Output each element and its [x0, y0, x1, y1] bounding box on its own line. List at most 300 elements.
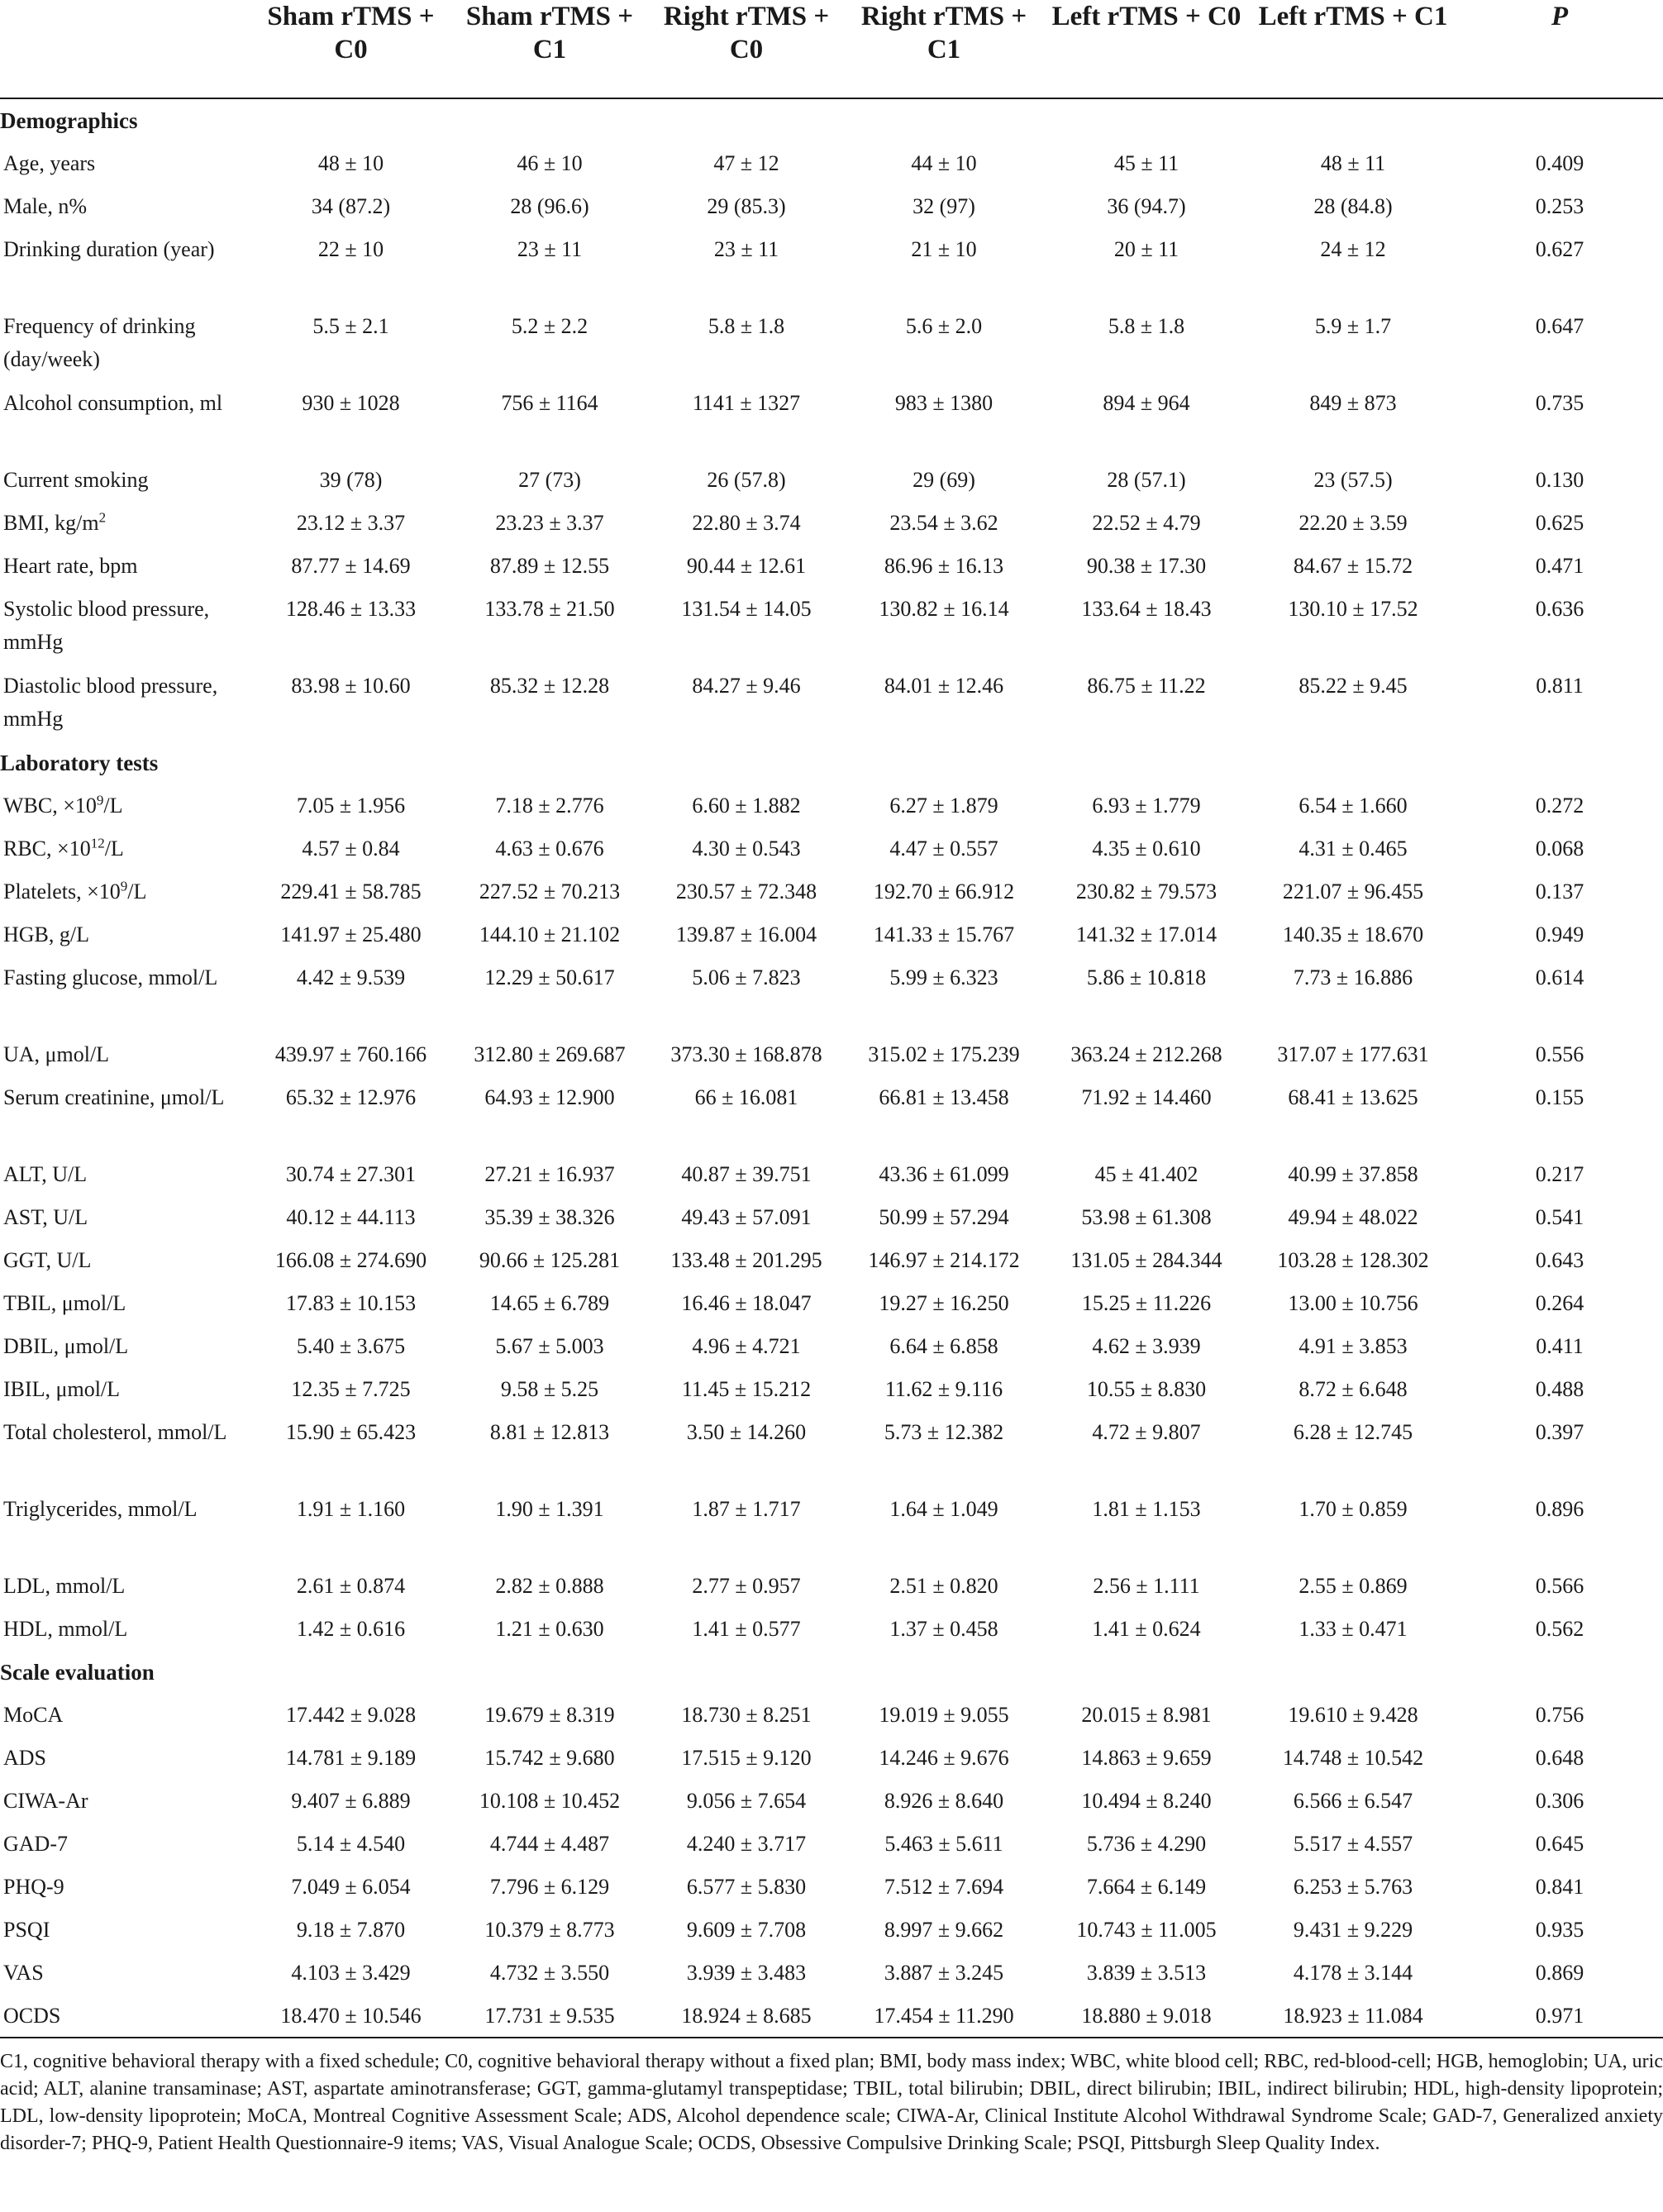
header-right-c0: Right rTMS + C0	[648, 0, 845, 98]
table-row	[0, 1608, 1663, 1651]
value-cell: 3.939 ± 3.483	[686, 1961, 807, 1985]
value-cell: 5.06 ± 7.823	[692, 965, 801, 989]
row-label	[0, 784, 250, 827]
row-label	[0, 1780, 250, 1823]
value-cell: 3.50 ± 14.260	[686, 1420, 807, 1444]
value-cell: 6.566 ± 6.547	[1293, 1789, 1413, 1813]
value-cell: 17.442 ± 9.028	[285, 1703, 417, 1727]
table-row	[0, 1076, 1663, 1153]
value-cell: 36 (94.7)	[1107, 194, 1186, 218]
table-row	[0, 956, 1663, 1033]
value-cell: 1.90 ± 1.391	[495, 1497, 604, 1521]
p-value-cell: 0.841	[1535, 1875, 1584, 1899]
value-cell: 192.70 ± 66.912	[873, 880, 1015, 903]
value-cell: 3.839 ± 3.513	[1086, 1961, 1207, 1985]
row-label-text: BMI, kg/m	[3, 511, 99, 535]
p-value-cell: 0.636	[1535, 597, 1584, 621]
value-cell: 18.880 ± 9.018	[1043, 1995, 1250, 2038]
value-cell: 32 (97)	[913, 194, 975, 218]
value-cell: 9.609 ± 7.708	[686, 1918, 807, 1942]
value-cell: 4.30 ± 0.543	[692, 837, 801, 860]
p-value-cell: 0.735	[1535, 391, 1584, 415]
p-value-cell: 0.471	[1535, 554, 1584, 578]
value-cell: 1.81 ± 1.153	[1092, 1497, 1201, 1521]
value-cell: 1.33 ± 0.471	[1298, 1617, 1408, 1641]
value-cell: 20 ± 11	[1113, 237, 1179, 261]
table-row	[0, 1239, 1663, 1282]
value-cell: 49.43 ± 57.091	[681, 1205, 812, 1229]
row-label-text: Total cholesterol, mmol/L	[3, 1420, 227, 1444]
value-cell: 11.62 ± 9.116	[884, 1377, 1003, 1401]
value-cell: 43.36 ± 61.099	[879, 1162, 1009, 1186]
row-label-text: Frequency of drinking (day/week)	[3, 314, 196, 371]
value-cell: 315.02 ± 175.239	[868, 1042, 1020, 1066]
value-cell: 229.41 ± 58.785	[280, 880, 422, 903]
value-cell: 1.64 ± 1.049	[889, 1497, 998, 1521]
value-cell: 14.246 ± 9.676	[879, 1746, 1009, 1770]
value-cell: 35.39 ± 38.326	[484, 1205, 615, 1229]
value-cell: 40.99 ± 37.858	[1288, 1162, 1418, 1186]
value-cell: 10.55 ± 8.830	[1086, 1377, 1207, 1401]
header-p-value: P	[1456, 0, 1663, 98]
row-label-text: Male, n%	[3, 194, 88, 218]
value-cell: 7.512 ± 7.694	[884, 1875, 1004, 1899]
value-cell: 2.82 ± 0.888	[495, 1574, 604, 1598]
p-value-cell: 0.896	[1535, 1497, 1584, 1521]
value-cell: 5.40 ± 3.675	[296, 1334, 406, 1358]
value-cell: 23 (57.5)	[1313, 468, 1393, 492]
value-cell: 20.015 ± 8.981	[1081, 1703, 1212, 1727]
value-cell: 130.10 ± 17.52	[1288, 597, 1418, 621]
value-cell: 85.22 ± 9.45	[1298, 674, 1408, 698]
row-label-text: Diastolic blood pressure, mmHg	[3, 674, 218, 731]
value-cell: 87.77 ± 14.69	[291, 554, 411, 578]
section-title: Laboratory tests	[0, 751, 159, 775]
value-cell: 87.89 ± 12.55	[489, 554, 610, 578]
p-value-cell: 0.625	[1535, 511, 1584, 535]
row-label-text: AST, U/L	[3, 1205, 88, 1229]
value-cell: 373.30 ± 168.878	[670, 1042, 822, 1066]
row-label	[0, 827, 250, 870]
row-label	[0, 502, 250, 545]
value-cell: 2.55 ± 0.869	[1298, 1574, 1408, 1598]
value-cell: 11.45 ± 15.212	[681, 1377, 812, 1401]
value-cell: 131.05 ± 284.344	[1070, 1248, 1222, 1272]
table-row	[0, 1282, 1663, 1325]
value-cell: 4.62 ± 3.939	[1092, 1334, 1201, 1358]
table-row	[0, 1368, 1663, 1411]
value-cell: 13.00 ± 10.756	[1288, 1291, 1418, 1315]
value-cell: 40.12 ± 44.113	[286, 1205, 416, 1229]
row-label-text: IBIL, μmol/L	[3, 1377, 121, 1401]
row-label	[0, 1153, 250, 1196]
row-label	[0, 228, 250, 305]
row-label	[0, 185, 250, 228]
header-sham-c1: Sham rTMS + C1	[451, 0, 648, 98]
value-cell: 5.8 ± 1.8	[708, 314, 785, 338]
value-cell: 3.887 ± 3.245	[884, 1961, 1004, 1985]
row-label-text: ADS	[3, 1746, 47, 1770]
value-cell: 48 ± 11	[1320, 151, 1386, 175]
row-label	[0, 665, 250, 741]
value-cell: 84.67 ± 15.72	[1293, 554, 1413, 578]
value-cell: 90.44 ± 12.61	[686, 554, 807, 578]
p-value-cell: 0.068	[1535, 837, 1584, 860]
p-value-cell: 0.411	[1536, 1334, 1584, 1358]
value-cell: 139.87 ± 16.004	[675, 922, 817, 946]
value-cell: 4.47 ± 0.557	[889, 837, 998, 860]
row-label-text: Current smoking	[3, 468, 149, 492]
value-cell: 8.997 ± 9.662	[884, 1918, 1004, 1942]
value-cell: 141.32 ± 17.014	[1075, 922, 1217, 946]
table-row	[0, 1909, 1663, 1952]
row-label	[0, 1565, 250, 1608]
section-header-row	[0, 741, 1663, 784]
value-cell: 7.05 ± 1.956	[296, 794, 406, 818]
value-cell: 29 (69)	[913, 468, 975, 492]
value-cell: 50.99 ± 57.294	[879, 1205, 1009, 1229]
value-cell: 141.33 ± 15.767	[873, 922, 1015, 946]
value-cell: 12.29 ± 50.617	[484, 965, 615, 989]
value-cell: 133.48 ± 201.295	[670, 1248, 822, 1272]
value-cell: 4.240 ± 3.717	[686, 1832, 807, 1856]
value-cell: 12.35 ± 7.725	[291, 1377, 411, 1401]
value-cell: 130.82 ± 16.14	[879, 597, 1009, 621]
table-row	[0, 1866, 1663, 1909]
value-cell: 84.27 ± 9.46	[692, 674, 801, 698]
row-label	[0, 1368, 250, 1411]
row-label-superscript: 9	[120, 878, 128, 894]
value-cell: 8.72 ± 6.648	[1298, 1377, 1408, 1401]
row-label	[0, 1282, 250, 1325]
p-value-cell: 0.130	[1535, 468, 1584, 492]
table-row	[0, 1780, 1663, 1823]
p-value-cell: 0.811	[1536, 674, 1584, 698]
header-row	[0, 0, 1663, 98]
value-cell: 10.494 ± 8.240	[1081, 1789, 1212, 1813]
value-cell: 7.796 ± 6.129	[489, 1875, 610, 1899]
value-cell: 4.178 ± 3.144	[1293, 1961, 1413, 1985]
value-cell: 2.61 ± 0.874	[296, 1574, 406, 1598]
value-cell: 18.924 ± 8.685	[648, 1995, 845, 2038]
value-cell: 2.56 ± 1.111	[1093, 1574, 1200, 1598]
value-cell: 1.37 ± 0.458	[889, 1617, 998, 1641]
row-label-text: GGT, U/L	[3, 1248, 92, 1272]
value-cell: 45 ± 41.402	[1094, 1162, 1198, 1186]
value-cell: 1.91 ± 1.160	[296, 1497, 406, 1521]
header-right-c1: Right rTMS + C1	[845, 0, 1043, 98]
value-cell: 230.57 ± 72.348	[675, 880, 817, 903]
row-label	[0, 459, 250, 502]
row-label-suffix: /L	[127, 880, 147, 903]
value-cell: 10.743 ± 11.005	[1076, 1918, 1217, 1942]
value-cell: 140.35 ± 18.670	[1282, 922, 1424, 946]
table-footnote: C1, cognitive behavioral therapy with a fixed schedule; C0, cognitive behavioral therapy without a fixed plan; BMI, body mass index; WBC, white blood cell; RBC, red-blood-cell; HGB, hemoglobin; UA, uric acid; ALT, alanine transaminase; AST, aspartate aminotransferase; GGT, gamma-glutamyl transpeptidase; TBIL, total bilirubin; DBIL, direct bilirubin; IBIL, indirect bilirubin; HDL, high-density lipoprotein; LDL, low-density lipoprotein; MoCA, Montreal Cognitive Assessment Scale; ADS, Alcohol dependence scale; CIWA-Ar, Clinical Institute Alcohol Withdrawal Syndrome Scale; GAD-7, Generalized anxiety disorder-7; PHQ-9, Patient Health Questionnaire-9 items; VAS, Visual Analogue Scale; OCDS, Obsessive Compulsive Drinking Scale; PSQI, Pittsburgh Sleep Quality Index.	[0, 2051, 1663, 2154]
value-cell: 5.99 ± 6.323	[889, 965, 998, 989]
row-label-text: UA, μmol/L	[3, 1042, 110, 1066]
value-cell: 48 ± 10	[317, 151, 384, 175]
value-cell: 84.01 ± 12.46	[884, 674, 1004, 698]
value-cell: 230.82 ± 79.573	[1075, 880, 1217, 903]
value-cell: 27.21 ± 16.937	[484, 1162, 615, 1186]
value-cell: 21 ± 10	[911, 237, 977, 261]
table-body	[0, 98, 1663, 2038]
value-cell: 1.42 ± 0.616	[296, 1617, 406, 1641]
p-value-cell: 0.562	[1535, 1617, 1584, 1641]
row-label-text: Platelets, ×10	[3, 880, 121, 903]
p-value-cell: 0.971	[1456, 1995, 1663, 2038]
section-title: Scale evaluation	[0, 1660, 155, 1685]
value-cell: 849 ± 873	[1309, 391, 1397, 415]
table-row	[0, 1153, 1663, 1196]
value-cell: 85.32 ± 12.28	[489, 674, 610, 698]
table-row	[0, 1325, 1663, 1368]
table-row	[0, 305, 1663, 382]
table-row	[0, 1565, 1663, 1608]
p-value-cell: 0.264	[1535, 1291, 1584, 1315]
value-cell: 2.51 ± 0.820	[889, 1574, 998, 1598]
value-cell: 22.80 ± 3.74	[692, 511, 801, 535]
value-cell: 133.64 ± 18.43	[1081, 597, 1212, 621]
value-cell: 83.98 ± 10.60	[291, 674, 411, 698]
table-row	[0, 228, 1663, 305]
p-value-cell: 0.306	[1535, 1789, 1584, 1813]
value-cell: 4.103 ± 3.429	[291, 1961, 411, 1985]
p-value-cell: 0.869	[1535, 1961, 1584, 1985]
value-cell: 23 ± 11	[713, 237, 779, 261]
value-cell: 49.94 ± 48.022	[1288, 1205, 1418, 1229]
value-cell: 23.54 ± 3.62	[889, 511, 998, 535]
table-row	[0, 459, 1663, 502]
value-cell: 14.863 ± 9.659	[1081, 1746, 1212, 1770]
value-cell: 6.27 ± 1.879	[889, 794, 998, 818]
row-label-text: TBIL, μmol/L	[3, 1291, 126, 1315]
value-cell: 4.96 ± 4.721	[692, 1334, 801, 1358]
value-cell: 133.78 ± 21.50	[484, 597, 615, 621]
table-row	[0, 1488, 1663, 1565]
value-cell: 144.10 ± 21.102	[479, 922, 621, 946]
p-value-cell: 0.137	[1535, 880, 1584, 903]
value-cell: 5.8 ± 1.8	[1108, 314, 1185, 338]
value-cell: 6.577 ± 5.830	[686, 1875, 807, 1899]
value-cell: 983 ± 1380	[894, 391, 994, 415]
value-cell: 26 (57.8)	[707, 468, 786, 492]
value-cell: 4.91 ± 3.853	[1298, 1334, 1408, 1358]
p-value-cell: 0.643	[1535, 1248, 1584, 1272]
row-label	[0, 142, 250, 185]
table-row	[0, 1694, 1663, 1737]
row-label	[0, 1909, 250, 1952]
value-cell: 4.63 ± 0.676	[495, 837, 604, 860]
value-cell: 15.90 ± 65.423	[285, 1420, 417, 1444]
value-cell: 15.742 ± 9.680	[484, 1746, 615, 1770]
value-cell: 317.07 ± 177.631	[1277, 1042, 1429, 1066]
p-value-cell: 0.409	[1535, 151, 1584, 175]
value-cell: 19.610 ± 9.428	[1288, 1703, 1418, 1727]
row-label-suffix: /L	[103, 794, 123, 818]
row-label	[0, 1033, 250, 1076]
row-label	[0, 1823, 250, 1866]
value-cell: 17.454 ± 11.290	[845, 1995, 1043, 2038]
table-row	[0, 382, 1663, 459]
p-value-cell: 0.272	[1535, 794, 1584, 818]
value-cell: 363.24 ± 212.268	[1070, 1042, 1222, 1066]
value-cell: 2.77 ± 0.957	[692, 1574, 801, 1598]
p-value-cell: 0.935	[1535, 1918, 1584, 1942]
value-cell: 86.96 ± 16.13	[884, 554, 1004, 578]
value-cell: 22 ± 10	[317, 237, 384, 261]
value-cell: 4.57 ± 0.84	[302, 837, 400, 860]
value-cell: 4.744 ± 4.487	[489, 1832, 610, 1856]
value-cell: 128.46 ± 13.33	[285, 597, 417, 621]
value-cell: 34 (87.2)	[311, 194, 391, 218]
row-label-text: DBIL, μmol/L	[3, 1334, 129, 1358]
value-cell: 7.73 ± 16.886	[1293, 965, 1413, 989]
value-cell: 28 (57.1)	[1107, 468, 1186, 492]
table-row	[0, 870, 1663, 913]
value-cell: 39 (78)	[319, 468, 383, 492]
row-label-text: ALT, U/L	[3, 1162, 88, 1186]
table-row	[0, 1823, 1663, 1866]
p-value-cell: 0.614	[1535, 965, 1584, 989]
p-value-cell: 0.756	[1535, 1703, 1584, 1727]
row-label	[0, 305, 250, 382]
row-label-text: Heart rate, bpm	[3, 554, 138, 578]
value-cell: 5.5 ± 2.1	[312, 314, 389, 338]
table-row	[0, 142, 1663, 185]
table-row	[0, 1952, 1663, 1995]
value-cell: 29 (85.3)	[707, 194, 786, 218]
header-left-c1: Left rTMS + C1	[1250, 0, 1456, 98]
p-value-cell: 0.647	[1535, 314, 1584, 338]
value-cell: 8.926 ± 8.640	[884, 1789, 1004, 1813]
value-cell: 4.72 ± 9.807	[1092, 1420, 1201, 1444]
section-header-row	[0, 98, 1663, 142]
value-cell: 22.20 ± 3.59	[1298, 511, 1408, 535]
row-label-text: Fasting glucose, mmol/L	[3, 965, 218, 989]
value-cell: 24 ± 12	[1320, 237, 1386, 261]
row-label-text: OCDS	[3, 2004, 61, 2028]
row-label-text: Triglycerides, mmol/L	[3, 1497, 198, 1521]
value-cell: 930 ± 1028	[302, 391, 400, 415]
row-label	[0, 870, 250, 913]
value-cell: 23.23 ± 3.37	[495, 511, 604, 535]
value-cell: 7.664 ± 6.149	[1086, 1875, 1207, 1899]
value-cell: 439.97 ± 760.166	[274, 1042, 427, 1066]
row-label	[0, 1737, 250, 1780]
value-cell: 5.463 ± 5.611	[884, 1832, 1003, 1856]
value-cell: 40.87 ± 39.751	[681, 1162, 812, 1186]
value-cell: 1.21 ± 0.630	[495, 1617, 604, 1641]
table-row	[0, 913, 1663, 956]
table-row	[0, 665, 1663, 741]
row-label-superscript: 12	[90, 835, 105, 851]
section-title: Demographics	[0, 108, 138, 133]
row-label-text: Serum creatinine, μmol/L	[3, 1085, 225, 1109]
row-label-superscript: 9	[96, 792, 104, 808]
table-row	[0, 1737, 1663, 1780]
value-cell: 9.18 ± 7.870	[296, 1918, 406, 1942]
row-label-text: WBC, ×10	[3, 794, 97, 818]
value-cell: 16.46 ± 18.047	[681, 1291, 812, 1315]
row-label-text: PHQ-9	[3, 1875, 64, 1899]
value-cell: 9.431 ± 9.229	[1293, 1918, 1413, 1942]
value-cell: 6.28 ± 12.745	[1293, 1420, 1413, 1444]
value-cell: 5.67 ± 5.003	[495, 1334, 604, 1358]
value-cell: 6.54 ± 1.660	[1298, 794, 1408, 818]
row-label	[0, 1325, 250, 1368]
row-label	[0, 382, 250, 459]
row-label-text: RBC, ×10	[3, 837, 91, 860]
value-cell: 227.52 ± 70.213	[479, 880, 621, 903]
table-row	[0, 784, 1663, 827]
value-cell: 17.83 ± 10.153	[285, 1291, 417, 1315]
value-cell: 103.28 ± 128.302	[1277, 1248, 1429, 1272]
row-label	[0, 956, 250, 1033]
value-cell: 1.70 ± 0.859	[1298, 1497, 1408, 1521]
value-cell: 9.056 ± 7.654	[686, 1789, 807, 1813]
p-value-cell: 0.488	[1535, 1377, 1584, 1401]
row-label-text: Systolic blood pressure, mmHg	[3, 597, 210, 654]
value-cell: 86.75 ± 11.22	[1087, 674, 1206, 698]
value-cell: 6.60 ± 1.882	[692, 794, 801, 818]
p-value-cell: 0.627	[1535, 237, 1584, 261]
value-cell: 6.253 ± 5.763	[1293, 1875, 1413, 1899]
row-label-text: GAD-7	[3, 1832, 68, 1856]
row-label	[0, 545, 250, 588]
row-label-text: VAS	[3, 1961, 44, 1985]
value-cell: 1141 ± 1327	[692, 391, 801, 415]
value-cell: 66.81 ± 13.458	[879, 1085, 1009, 1109]
row-label	[0, 1866, 250, 1909]
value-cell: 18.470 ± 10.546	[250, 1995, 451, 2038]
p-value-cell: 0.217	[1535, 1162, 1584, 1186]
value-cell: 64.93 ± 12.900	[484, 1085, 615, 1109]
value-cell: 5.9 ± 1.7	[1314, 314, 1392, 338]
value-cell: 756 ± 1164	[501, 391, 598, 415]
header-left-c0: Left rTMS + C0	[1043, 0, 1250, 98]
value-cell: 46 ± 10	[517, 151, 583, 175]
row-label-suffix: /L	[104, 837, 124, 860]
value-cell: 14.781 ± 9.189	[285, 1746, 417, 1770]
row-label	[0, 1952, 250, 1995]
p-value-cell: 0.253	[1535, 194, 1584, 218]
row-label	[0, 1694, 250, 1737]
row-label-text: MoCA	[3, 1703, 64, 1727]
header-sham-c0: Sham rTMS + C0	[250, 0, 451, 98]
row-label	[0, 1076, 250, 1153]
value-cell: 53.98 ± 61.308	[1081, 1205, 1212, 1229]
table-row	[0, 545, 1663, 588]
value-cell: 5.517 ± 4.557	[1293, 1832, 1413, 1856]
table-row	[0, 1995, 1663, 2038]
table-row	[0, 588, 1663, 665]
row-label	[0, 1995, 250, 2038]
value-cell: 312.80 ± 269.687	[474, 1042, 626, 1066]
value-cell: 10.379 ± 8.773	[484, 1918, 615, 1942]
value-cell: 47 ± 12	[713, 151, 779, 175]
value-cell: 14.65 ± 6.789	[489, 1291, 610, 1315]
row-label	[0, 913, 250, 956]
value-cell: 44 ± 10	[911, 151, 977, 175]
row-label-text: HDL, mmol/L	[3, 1617, 128, 1641]
value-cell: 5.2 ± 2.2	[511, 314, 588, 338]
table-row	[0, 1033, 1663, 1076]
value-cell: 9.58 ± 5.25	[500, 1377, 599, 1401]
value-cell: 1.41 ± 0.577	[692, 1617, 801, 1641]
value-cell: 14.748 ± 10.542	[1282, 1746, 1424, 1770]
row-label-text: CIWA-Ar	[3, 1789, 88, 1813]
